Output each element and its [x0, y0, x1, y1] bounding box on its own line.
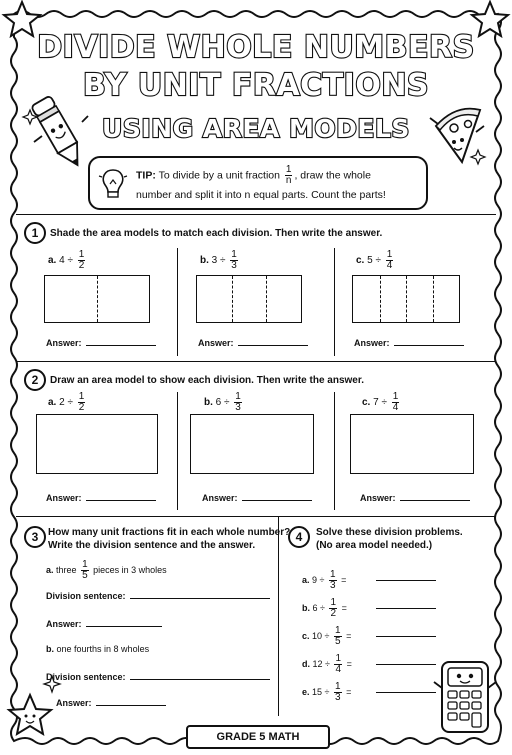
s3-problem-b: b. one fourths in 8 wholes: [46, 644, 150, 654]
draw-area-a[interactable]: [36, 414, 158, 474]
column-divider: [334, 248, 335, 356]
area-model-b[interactable]: [196, 275, 302, 323]
s4-answer-e[interactable]: [376, 692, 436, 693]
s4-problem-a: a. 9 ÷ $\frac{1}{3}$ =: [302, 569, 347, 591]
s2-problem-c: c. 7 ÷ $\frac{1}{4}$: [362, 391, 399, 413]
draw-area-c[interactable]: [350, 414, 474, 474]
s4-answer-b[interactable]: [376, 608, 436, 609]
s4-problem-c: c. 10 ÷ $\frac{1}{5}$ =: [302, 625, 352, 647]
s4-problem-d: d. 12 ÷ $\frac{1}{4}$ =: [302, 653, 352, 675]
s4-problem-e: e. 15 ÷ $\frac{1}{3}$ =: [302, 681, 352, 703]
section-divider: [16, 214, 496, 215]
s2-answer-c[interactable]: Answer:: [360, 493, 470, 503]
section-divider: [278, 516, 279, 716]
s4-answer-c[interactable]: [376, 636, 436, 637]
title-line-2: BY UNIT FRACTIONS: [82, 68, 430, 103]
title-line-3: USING AREA MODELS: [102, 114, 410, 143]
tip-box: [88, 156, 428, 210]
s2-answer-a[interactable]: Answer:: [46, 493, 156, 503]
section-3-number: 3: [24, 526, 46, 548]
section-1-title: Shade the area models to match each division. Then write the answer.: [50, 228, 383, 239]
s3-answer-a[interactable]: Answer:: [46, 619, 162, 629]
s2-problem-a: a. 2 ÷ $\frac{1}{2}$: [48, 391, 85, 413]
section-4-title-line2: (No area model needed.): [316, 540, 433, 551]
s1-answer-c[interactable]: Answer:: [354, 338, 464, 348]
grade-badge: GRADE 5 MATH: [186, 725, 330, 749]
section-divider: [16, 516, 496, 517]
tip-fraction: $\frac{1}{n}$: [285, 164, 292, 186]
area-model-c[interactable]: [352, 275, 460, 323]
s1-answer-b[interactable]: Answer:: [198, 338, 308, 348]
pizza-slice-mascot-icon: [426, 96, 490, 166]
s4-answer-d[interactable]: [376, 664, 436, 665]
tip-text-c: number and split it into n equal parts. Count the parts!: [136, 189, 386, 201]
section-4-title-line1: Solve these division problems.: [316, 527, 463, 538]
s4-problem-b: b. 6 ÷ $\frac{1}{2}$ =: [302, 597, 347, 619]
calculator-mascot-icon: [432, 658, 498, 738]
section-1-number: 1: [24, 222, 46, 244]
section-4-number: 4: [288, 526, 310, 548]
area-model-a[interactable]: [44, 275, 150, 323]
s3-problem-a: a. three $\frac{1}{5}$ pieces in 3 wholes: [46, 559, 167, 581]
pencil-mascot-icon: [28, 92, 90, 174]
s1-answer-a[interactable]: Answer:: [46, 338, 156, 348]
tip-text-a: To divide by a unit fraction: [158, 169, 280, 182]
s2-answer-b[interactable]: Answer:: [202, 493, 312, 503]
s3-division-sentence-a[interactable]: Division sentence:: [46, 591, 270, 601]
section-2-number: 2: [24, 369, 46, 391]
section-3-title-line1: How many unit fractions fit in each whole number?: [48, 527, 291, 538]
s1-problem-b: b. 3 ÷ $\frac{1}{3}$: [200, 249, 237, 271]
tip-text-b: , draw the whole: [294, 169, 371, 182]
section-2-title: Draw an area model to show each division. Then write the answer.: [50, 375, 364, 386]
section-3-title-line2: Write the division sentence and the answer.: [48, 540, 256, 551]
column-divider: [177, 248, 178, 356]
lightbulb-icon: [98, 166, 128, 200]
section-divider: [16, 361, 496, 362]
s1-problem-c: c. 5 ÷ $\frac{1}{4}$: [356, 249, 393, 271]
s3-answer-b[interactable]: Answer:: [56, 698, 166, 708]
column-divider: [334, 392, 335, 510]
title-line-1: DIVIDE WHOLE NUMBERS: [37, 30, 475, 65]
column-divider: [177, 392, 178, 510]
s3-division-sentence-b[interactable]: Division sentence:: [46, 672, 270, 682]
tip-label: TIP:: [136, 169, 156, 182]
s2-problem-b: b. 6 ÷ $\frac{1}{3}$: [204, 391, 241, 413]
star-icon: [9, 695, 51, 734]
s1-problem-a: a. 4 ÷ $\frac{1}{2}$: [48, 249, 85, 271]
draw-area-b[interactable]: [190, 414, 314, 474]
s4-answer-a[interactable]: [376, 580, 436, 581]
